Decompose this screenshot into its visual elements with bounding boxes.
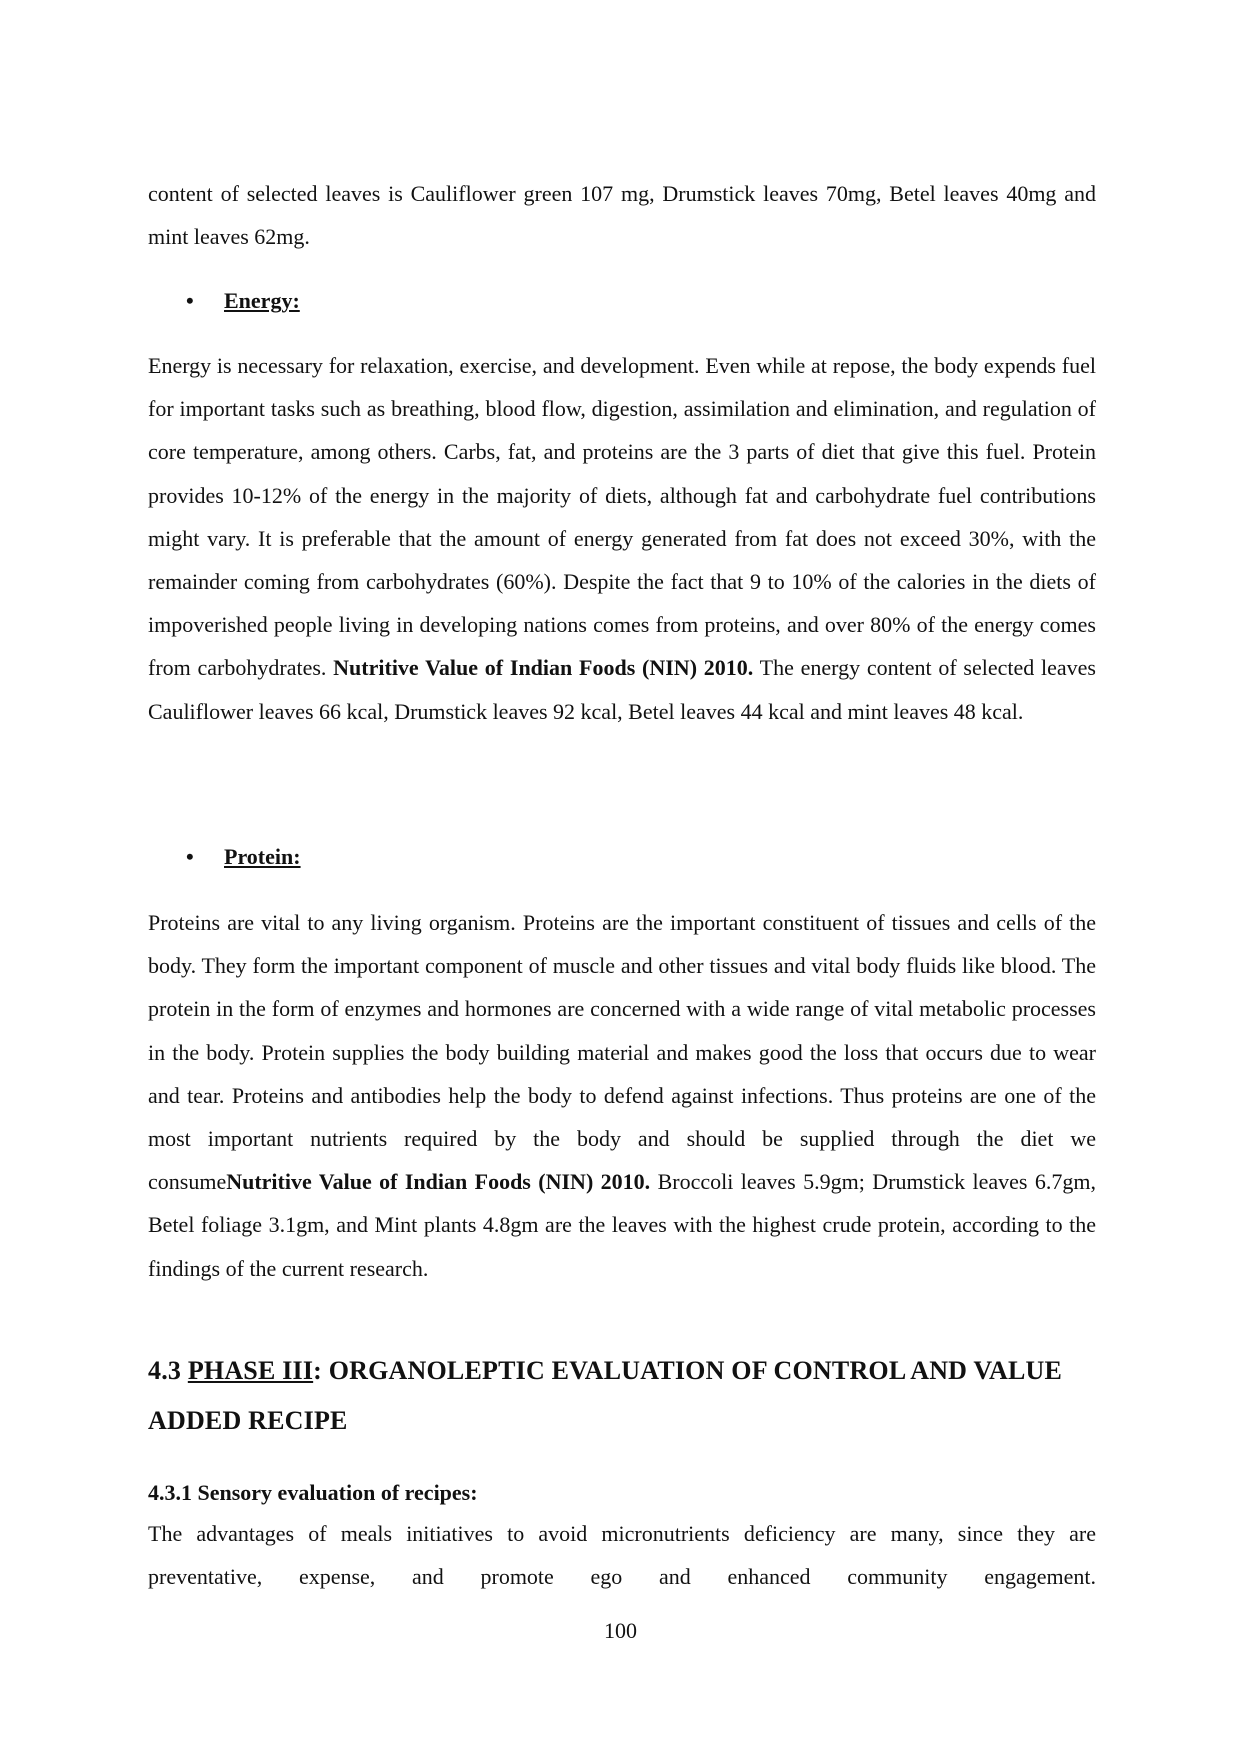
subsection-heading: 4.3.1 Sensory evaluation of recipes: (148, 1480, 478, 1505)
energy-text-end: The energy content of selected leaves Cauliflower leaves 66 kcal, Drumstick leaves 92 kcal, Betel leaves 44 kcal and mint leaves 48 kcal. (148, 655, 1096, 724)
section-heading (148, 1346, 1096, 1446)
protein-text-end: Broccoli leaves 5.9gm; Drumstick leaves 6.7gm, Betel foliage 3.1gm, and Mint plants 4.8gm are the leaves with the highest crude protein, according to the findings of the current research. (148, 1169, 1096, 1281)
protein-paragraph (148, 901, 1096, 1290)
energy-paragraph (148, 344, 1096, 733)
protein-citation: Nutritive Value of Indian Foods (NIN) 2010. (226, 1169, 651, 1195)
section-number: 4.3 (148, 1356, 188, 1385)
intro-paragraph (148, 172, 1096, 258)
bullet-icon: • (186, 844, 194, 869)
intro-text: content of selected leaves is Cauliflower green 107 mg, Drumstick leaves 70mg, Betel leaves 40mg and mint leaves 62mg. (148, 181, 1096, 250)
protein-bullet-heading (186, 842, 301, 872)
subsection-paragraph (148, 1512, 1096, 1598)
page-number: 100 (604, 1618, 637, 1643)
subsection-text: The advantages of meals initiatives to avoid micronutrients deficiency are many, since they are preventative, expense, and promote ego and enhanced community engagement. (148, 1521, 1096, 1590)
protein-label: Protein: (224, 844, 301, 869)
section-title: : ORGANOLEPTIC EVALUATION OF CONTROL AND VALUE ADDED RECIPE (148, 1356, 1063, 1435)
energy-citation: Nutritive Value of Indian Foods (NIN) 2010. (333, 655, 754, 681)
protein-text: Proteins are vital to any living organism. Proteins are the important constituent of tissues and cells of the body. They form the important component of muscle and other tissues and vital body fluids like blood. The protein in the form of enzymes and hormones are concerned with a wide range of vital metabolic processes in the body. Protein supplies the body building material and makes good the loss that occurs due to wear and tear. Proteins and antibodies help the body to defend against infections. Thus proteins are one of the most important nutrients required by the body and should be supplied through the diet we consume (148, 910, 1096, 1195)
energy-label: Energy: (224, 288, 300, 313)
energy-text: Energy is necessary for relaxation, exercise, and development. Even while at repose, the body expends fuel for important tasks such as breathing, blood flow, digestion, assimilation and elimination, and regulation of core temperature, among others. Carbs, fat, and proteins are the 3 parts of diet that give this fuel. Protein provides 10-12% of the energy in the majority of diets, although fat and carbohydrate fuel contributions might vary. It is preferable that the amount of energy generated from fat does not exceed 30%, with the remainder coming from carbohydrates (60%). Despite the fact that 9 to 10% of the calories in the diets of impoverished people living in developing nations comes from proteins, and over 80% of the energy comes from carbohydrates. (148, 353, 1096, 681)
bullet-icon: • (186, 288, 194, 313)
energy-bullet-heading (186, 286, 300, 316)
section-phase: PHASE III (187, 1356, 314, 1385)
